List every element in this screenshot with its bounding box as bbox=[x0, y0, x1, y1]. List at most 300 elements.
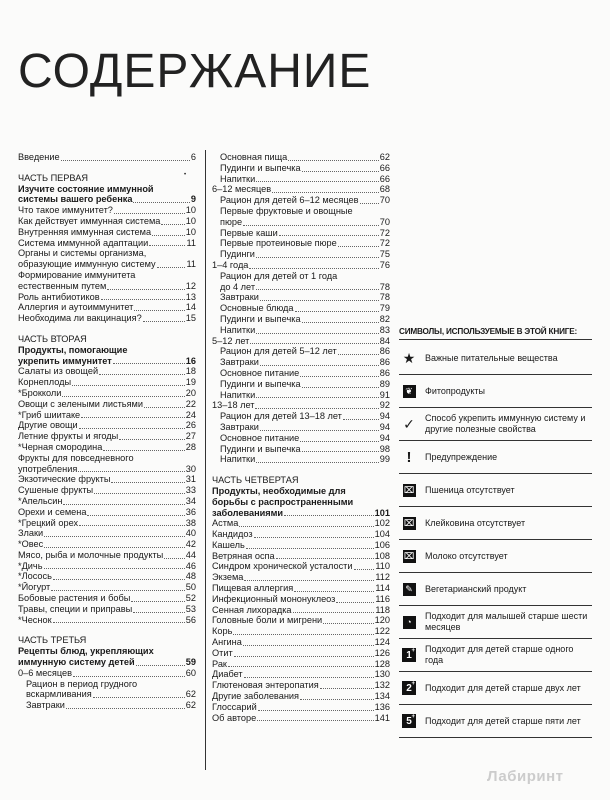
toc-entry-line bbox=[18, 366, 196, 377]
toc-entry bbox=[18, 485, 196, 496]
toc-page-number: 27 bbox=[185, 431, 196, 442]
toc-entry bbox=[18, 399, 196, 410]
dot-leader bbox=[302, 387, 379, 388]
toc-entry bbox=[212, 357, 390, 368]
dot-leader bbox=[239, 526, 373, 527]
star-icon: ★ bbox=[402, 349, 416, 366]
dot-leader bbox=[234, 656, 374, 657]
toc-entry-line bbox=[212, 626, 390, 637]
dot-leader bbox=[136, 665, 185, 666]
toc-entry bbox=[212, 260, 390, 271]
toc-entry-title: вскармливания bbox=[26, 689, 92, 700]
toc-entry-title: укрепить иммунитет bbox=[18, 355, 112, 366]
toc-entry-title: *Грецкий орех bbox=[18, 517, 79, 528]
legend-item-label: Подходит для малышей старше шести месяцев bbox=[425, 611, 588, 632]
legend-item-label: Вегетарианский продукт bbox=[425, 583, 527, 594]
toc-entry-line bbox=[220, 422, 390, 433]
toc-entry bbox=[212, 518, 390, 529]
toc-entry-title: Рацион для детей 13–18 лет bbox=[220, 411, 342, 422]
dot-leader bbox=[249, 268, 378, 269]
toc-entry-title: Рак bbox=[212, 658, 227, 669]
toc-page-number: 40 bbox=[185, 528, 196, 539]
toc-page-number: 66 bbox=[379, 173, 390, 184]
toc-entry-line bbox=[212, 659, 390, 670]
toc-entry-line bbox=[220, 346, 390, 357]
dot-leader bbox=[300, 699, 374, 700]
toc-page-number: 116 bbox=[375, 593, 390, 604]
toc-entry bbox=[212, 163, 390, 174]
toc-entry-title: Сенная лихорадка bbox=[212, 604, 292, 615]
toc-entry bbox=[212, 346, 390, 357]
toc-entry-line bbox=[220, 174, 390, 185]
toc-entry-line bbox=[18, 431, 196, 442]
toc-entry-title: Сушеные фрукты bbox=[18, 485, 94, 496]
toc-entry-title: Экзема bbox=[212, 572, 244, 583]
toc-page-number: 62 bbox=[185, 700, 196, 711]
toc-entry-title: Летние фрукты и ягоды bbox=[18, 431, 119, 442]
toc-entry bbox=[212, 206, 390, 228]
toc-entry-line: Рацион для детей от 1 года bbox=[220, 270, 338, 281]
toc-entry-title: Ветряная оспа bbox=[212, 550, 275, 561]
toc-page-number: 134 bbox=[374, 691, 390, 702]
toc-entry bbox=[212, 561, 390, 572]
legend-item bbox=[399, 375, 592, 408]
toc-entry-title: Пищевая аллергия bbox=[212, 583, 294, 594]
toc-page-number: 141 bbox=[374, 712, 390, 723]
dot-leader bbox=[255, 408, 378, 409]
toc-entry-title: 6–12 месяцев bbox=[212, 184, 272, 195]
toc-entry bbox=[212, 238, 390, 249]
dot-leader bbox=[302, 171, 379, 172]
dot-leader bbox=[87, 515, 184, 516]
toc-entry-title: Овощи с зелеными листьями bbox=[18, 398, 143, 409]
toc-page-number: 10 bbox=[185, 205, 196, 216]
toc-entry bbox=[212, 713, 390, 724]
toc-entry bbox=[212, 583, 390, 594]
dot-leader bbox=[133, 612, 185, 613]
legend-item bbox=[399, 474, 592, 507]
toc-entry bbox=[18, 216, 196, 227]
toc-entry-line bbox=[220, 314, 390, 325]
toc-entry-line bbox=[18, 550, 196, 561]
toc-entry-title: системы вашего ребенка bbox=[18, 194, 133, 205]
toc-page-number: 46 bbox=[185, 560, 196, 571]
toc-entry bbox=[18, 550, 196, 561]
dot-leader bbox=[63, 504, 184, 505]
toc-entry-line bbox=[212, 400, 390, 411]
toc-entry-title: Напитки bbox=[220, 173, 256, 184]
toc-entry bbox=[212, 433, 390, 444]
toc-entry-line bbox=[18, 507, 196, 518]
dot-leader bbox=[257, 720, 373, 721]
toc-entry-title: Рацион для детей 5–12 лет bbox=[220, 346, 337, 357]
toc-page-number: 86 bbox=[379, 367, 390, 378]
toc-entry bbox=[18, 646, 196, 668]
dot-leader bbox=[44, 547, 185, 548]
toc-page-number: 102 bbox=[374, 518, 390, 529]
toc-entry-title: *Йогурт bbox=[18, 582, 51, 593]
toc-entry-title: Салаты из овощей bbox=[18, 366, 99, 377]
dot-leader bbox=[243, 645, 374, 646]
toc-page-number: 106 bbox=[374, 539, 390, 550]
toc-entry-title: *Черная смородина bbox=[18, 441, 103, 452]
dot-leader bbox=[114, 213, 185, 214]
page-title: СОДЕРЖАНИЕ bbox=[18, 45, 372, 98]
toc-page-number: 136 bbox=[374, 701, 390, 712]
toc-entry bbox=[18, 302, 196, 313]
legend-item-label: Подходит для детей старше пяти лет bbox=[425, 715, 581, 726]
legend-item bbox=[399, 606, 592, 639]
toc-entry-title: Диабет bbox=[212, 669, 243, 680]
toc-entry bbox=[212, 271, 390, 293]
legend-item bbox=[399, 408, 592, 441]
toc-entry-title: Астма bbox=[212, 518, 239, 529]
toc-entry bbox=[212, 594, 390, 605]
toc-entry-title: Глютеновая энтеропатия bbox=[212, 680, 319, 691]
toc-entry-line bbox=[18, 313, 196, 324]
toc-entry-line bbox=[18, 152, 196, 163]
toc-entry-title: Первые протеиновые пюре bbox=[220, 238, 337, 249]
toc-entry-line bbox=[18, 377, 196, 388]
toc-entry-title: Завтраки bbox=[220, 292, 259, 303]
legend-item-label: Фитопродукты bbox=[425, 385, 485, 396]
toc-entry bbox=[18, 453, 196, 475]
legend-item bbox=[399, 639, 592, 672]
toc-entry-line bbox=[220, 379, 390, 390]
toc-entry-title: 1–4 года bbox=[212, 259, 249, 270]
toc-entry bbox=[18, 205, 196, 216]
toc-page-number: 82 bbox=[379, 313, 390, 324]
dot-leader bbox=[61, 160, 190, 161]
toc-entry bbox=[18, 539, 196, 550]
toc-page-number: 18 bbox=[185, 366, 196, 377]
toc-page-number: 94 bbox=[379, 432, 390, 443]
toc-page-number: 99 bbox=[379, 454, 390, 465]
toc-entry bbox=[212, 615, 390, 626]
toc-entry-line bbox=[212, 637, 390, 648]
dot-leader bbox=[131, 601, 184, 602]
toc-entry-line bbox=[220, 368, 390, 379]
toc-entry-title: Пудинги и выпечка bbox=[220, 443, 301, 454]
dot-leader bbox=[78, 471, 184, 472]
toc-entry-title: *Апельсин bbox=[18, 495, 63, 506]
toc-page-number: 76 bbox=[379, 259, 390, 270]
toc-entry bbox=[212, 540, 390, 551]
dot-leader bbox=[343, 419, 379, 420]
toc-entry bbox=[212, 174, 390, 185]
toc-entry bbox=[18, 313, 196, 324]
toc-entry-title: Аллергия и аутоиммунитет bbox=[18, 302, 134, 313]
dot-leader bbox=[103, 450, 184, 451]
toc-entry bbox=[212, 529, 390, 540]
toc-page-number: 68 bbox=[379, 184, 390, 195]
toc-page-number: 110 bbox=[375, 561, 390, 572]
toc-entry-line bbox=[220, 357, 390, 368]
column-divider bbox=[205, 150, 206, 770]
toc-entry-line bbox=[220, 292, 390, 303]
toc-entry-line: Продукты, помогающие bbox=[18, 344, 128, 355]
toc-entry bbox=[18, 518, 196, 529]
toc-entry-line bbox=[212, 540, 390, 551]
toc-entry bbox=[18, 593, 196, 604]
toc-entry-line bbox=[18, 593, 196, 604]
toc-entry-line bbox=[18, 668, 196, 679]
toc-page-number: 10 bbox=[185, 226, 196, 237]
dot-leader bbox=[256, 397, 379, 398]
toc-entry-line: Формирование иммунитета bbox=[18, 269, 136, 280]
toc-entry-line bbox=[220, 195, 390, 206]
vegetarian-icon: ✎ bbox=[399, 583, 419, 596]
toc-page-number: 108 bbox=[374, 550, 390, 561]
dot-leader bbox=[293, 612, 375, 613]
toc-entry-line bbox=[212, 336, 390, 347]
toc-entry-line bbox=[18, 238, 196, 249]
toc-entry-line bbox=[212, 594, 390, 605]
toc-entry bbox=[18, 377, 196, 388]
toc-entry-title: 13–18 лет bbox=[212, 400, 255, 411]
toc-page-number: 38 bbox=[185, 517, 196, 528]
toc-entry bbox=[212, 184, 390, 195]
toc-entry bbox=[18, 345, 196, 367]
dot-leader bbox=[256, 333, 379, 334]
toc-entry-line bbox=[18, 561, 196, 572]
dot-leader bbox=[72, 385, 185, 386]
dot-leader bbox=[101, 299, 185, 300]
checkmark-icon: ✓ bbox=[403, 415, 415, 432]
toc-entry-line bbox=[212, 615, 390, 626]
toc-entry bbox=[212, 368, 390, 379]
toc-entry-title: Система иммунной адаптации bbox=[18, 237, 149, 248]
toc-entry bbox=[18, 152, 196, 163]
legend-item bbox=[399, 705, 592, 738]
toc-entry bbox=[18, 238, 196, 249]
toc-entry-title: естественным путем bbox=[18, 280, 107, 291]
toc-column-left bbox=[18, 152, 196, 711]
toc-entry-title: *Лосось bbox=[18, 571, 52, 582]
toc-entry bbox=[212, 325, 390, 336]
toc-entry-title: иммунную систему детей bbox=[18, 657, 135, 668]
toc-entry bbox=[212, 411, 390, 422]
toc-entry-title: Головные боли и мигрени bbox=[212, 615, 323, 626]
dot-leader bbox=[254, 537, 374, 538]
toc-entry bbox=[212, 637, 390, 648]
dot-leader bbox=[113, 363, 185, 364]
dot-leader bbox=[302, 322, 379, 323]
toc-entry-line bbox=[212, 691, 390, 702]
dot-leader bbox=[73, 676, 185, 677]
toc-entry-title: *Гриб шиитаке bbox=[18, 409, 81, 420]
toc-entry-line bbox=[212, 518, 390, 529]
legend-item-label: Пшеница отсутствует bbox=[425, 484, 515, 495]
dot-leader bbox=[360, 203, 379, 204]
toc-page-number: 11 bbox=[186, 259, 196, 270]
toc-entry bbox=[18, 410, 196, 421]
toc-entry-title: 5–12 лет bbox=[212, 335, 250, 346]
toc-entry bbox=[212, 486, 390, 518]
toc-page-number: 14 bbox=[185, 302, 196, 313]
toc-entry-title: Мясо, рыба и молочные продукты bbox=[18, 549, 164, 560]
toc-page-number: 53 bbox=[185, 603, 196, 614]
dot-leader bbox=[302, 451, 379, 452]
toc-entry-title: 0–6 месяцев bbox=[18, 667, 73, 678]
toc-page-number: 26 bbox=[185, 420, 196, 431]
toc-page-number: 89 bbox=[379, 378, 390, 389]
toc-entry-line bbox=[18, 388, 196, 399]
toc-entry-title: Корь bbox=[212, 626, 233, 637]
toc-entry-title: употребления bbox=[18, 463, 78, 474]
dot-leader bbox=[284, 515, 374, 516]
dot-leader bbox=[53, 579, 185, 580]
toc-entry-title: Пудинги и выпечка bbox=[220, 378, 301, 389]
toc-page-number: 118 bbox=[375, 604, 390, 615]
toc-entry bbox=[212, 444, 390, 455]
dot-leader bbox=[66, 708, 185, 709]
toc-entry-line bbox=[220, 433, 390, 444]
toc-page-number: 122 bbox=[374, 626, 390, 637]
toc-entry-line bbox=[220, 217, 390, 228]
toc-entry bbox=[212, 390, 390, 401]
dot-leader bbox=[320, 688, 374, 689]
toc-entry bbox=[212, 691, 390, 702]
toc-entry-title: *Брокколи bbox=[18, 387, 62, 398]
toc-page-number: 50 bbox=[185, 582, 196, 593]
toc-entry-line bbox=[212, 605, 390, 616]
toc-entry-line: Рацион в период грудного bbox=[26, 678, 138, 689]
toc-entry-title: Роль антибиотиков bbox=[18, 291, 100, 302]
toc-entry-line bbox=[18, 292, 196, 303]
toc-entry bbox=[18, 561, 196, 572]
toc-entry bbox=[212, 702, 390, 713]
dot-leader bbox=[300, 376, 378, 377]
dot-leader bbox=[107, 289, 184, 290]
legend-item bbox=[399, 507, 592, 540]
toc-entry-title: Пудинги bbox=[220, 249, 255, 260]
dot-leader bbox=[94, 493, 185, 494]
toc-entry-line bbox=[212, 572, 390, 583]
toc-entry bbox=[212, 303, 390, 314]
toc-entry-title: Основное питание bbox=[220, 367, 300, 378]
toc-entry-line bbox=[18, 442, 196, 453]
dot-leader bbox=[133, 202, 189, 203]
toc-entry bbox=[18, 474, 196, 485]
toc-entry bbox=[18, 582, 196, 593]
toc-page-number: 33 bbox=[185, 485, 196, 496]
toc-entry bbox=[212, 379, 390, 390]
toc-entry-line bbox=[212, 551, 390, 562]
toc-page-number: 98 bbox=[379, 443, 390, 454]
toc-entry bbox=[18, 248, 196, 270]
toc-entry-line bbox=[220, 411, 390, 422]
toc-entry-line bbox=[212, 184, 390, 195]
toc-entry-title: Напитки bbox=[220, 389, 256, 400]
toc-entry bbox=[212, 572, 390, 583]
part-heading: ЧАСТЬ ЧЕТВЕРТАЯ bbox=[212, 475, 299, 486]
dot-leader bbox=[233, 634, 373, 635]
dot-leader bbox=[62, 396, 184, 397]
toc-entry-title: Что такое иммунитет? bbox=[18, 205, 113, 216]
toc-entry-title: Экзотические фрукты bbox=[18, 474, 111, 485]
toc-page-number: 6 bbox=[190, 152, 196, 162]
no-gluten-icon: ⌧ bbox=[403, 517, 415, 528]
dot-leader bbox=[256, 462, 379, 463]
toc-entry-line bbox=[220, 282, 390, 293]
dot-leader bbox=[81, 417, 185, 418]
toc-entry-title: Об авторе bbox=[212, 712, 257, 723]
toc-entry-line: Рецепты блюд, укрепляющих bbox=[18, 646, 154, 657]
toc-entry-line bbox=[26, 689, 196, 700]
toc-entry-title: Основное питание bbox=[220, 432, 300, 443]
infant-icon: ◔ bbox=[399, 616, 419, 629]
toc-entry-line bbox=[18, 518, 196, 529]
toc-entry-line: Продукты, необходимые для bbox=[212, 485, 346, 496]
toc-page-number: 91 bbox=[379, 389, 390, 400]
toc-entry-line bbox=[220, 390, 390, 401]
toc-entry-line bbox=[18, 582, 196, 593]
toc-column-right bbox=[212, 152, 390, 723]
toc-entry-line bbox=[18, 464, 196, 475]
toc-entry-title: Необходима ли вакцинация? bbox=[18, 313, 142, 324]
toc-entry-title: Рацион для детей 6–12 месяцев bbox=[220, 195, 359, 206]
toc-page-number: 13 bbox=[185, 291, 196, 302]
legend-item bbox=[399, 441, 592, 474]
toc-entry-line bbox=[18, 571, 196, 582]
toc-entry-line bbox=[18, 410, 196, 421]
dot-leader bbox=[258, 710, 374, 711]
toc-entry-line bbox=[18, 227, 196, 238]
toc-page-number: 83 bbox=[379, 324, 390, 335]
toc-entry-line bbox=[220, 444, 390, 455]
toc-page-number: 36 bbox=[185, 506, 196, 517]
toc-entry bbox=[18, 420, 196, 431]
dot-leader bbox=[279, 235, 379, 236]
toc-entry-title: Отит bbox=[212, 647, 233, 658]
dot-leader bbox=[256, 257, 379, 258]
toc-entry-line: Органы и системы организма, bbox=[18, 248, 147, 259]
toc-entry-title: *Овес bbox=[18, 539, 44, 550]
toc-entry-title: Как действует иммунная система bbox=[18, 215, 161, 226]
toc-entry-line: Фрукты для повседневного bbox=[18, 452, 134, 463]
toc-entry-line bbox=[18, 604, 196, 615]
dot-leader bbox=[79, 525, 185, 526]
toc-page-number: 84 bbox=[379, 335, 390, 346]
age-2-icon: 2 + bbox=[399, 681, 419, 695]
legend-item-label: Важные питательные вещества bbox=[425, 352, 558, 363]
toc-page-number: 11 bbox=[186, 237, 196, 248]
toc-entry bbox=[212, 659, 390, 670]
toc-page-number: 28 bbox=[185, 441, 196, 452]
toc-entry bbox=[18, 507, 196, 518]
dot-leader bbox=[164, 558, 185, 559]
toc-entry bbox=[18, 700, 196, 711]
toc-entry bbox=[18, 679, 196, 701]
toc-entry-line bbox=[220, 249, 390, 260]
toc-entry-title: Завтраки bbox=[26, 700, 65, 711]
part-heading: ЧАСТЬ ПЕРВАЯ bbox=[18, 172, 89, 183]
dot-leader bbox=[111, 482, 184, 483]
legend-item-label: Молоко отсутствует bbox=[425, 550, 508, 561]
toc-entry-title: Инфекционный мононуклеоз bbox=[212, 593, 336, 604]
watermark-logo: Лабиринт bbox=[487, 768, 564, 785]
part-heading: ЧАСТЬ ТРЕТЬЯ bbox=[18, 635, 87, 646]
toc-entry bbox=[212, 669, 390, 680]
toc-page-number: 112 bbox=[375, 572, 390, 583]
dot-leader bbox=[276, 558, 374, 559]
toc-entry-line bbox=[212, 508, 390, 519]
toc-page-number: 66 bbox=[379, 162, 390, 173]
toc-entry-title: Кандидоз bbox=[212, 529, 253, 540]
toc-entry-line: Изучите состояние иммунной bbox=[18, 183, 154, 194]
toc-entry bbox=[212, 422, 390, 433]
